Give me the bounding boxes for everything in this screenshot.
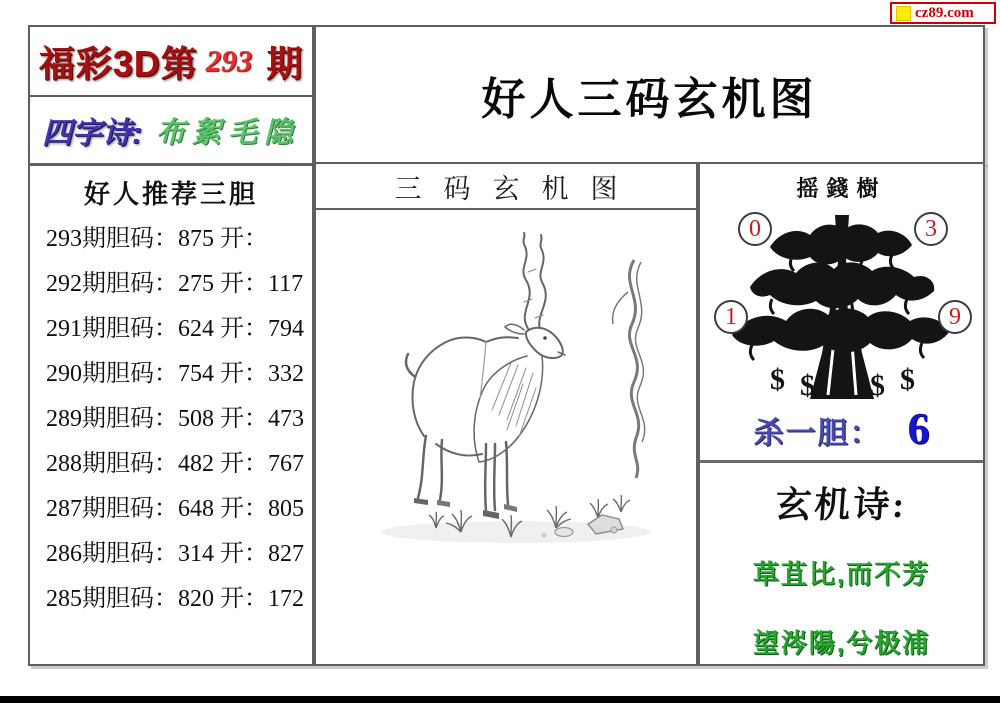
issue-title-row	[30, 27, 312, 97]
recommendation-row: 289期胆码：508 开：473	[46, 406, 304, 432]
issue-number: 293	[205, 43, 253, 78]
tree-number-0: 0	[738, 212, 772, 246]
brand-text: 福彩3D	[38, 42, 161, 84]
svg-text:$: $	[799, 369, 815, 402]
tree-number-3: 3	[914, 212, 948, 246]
mystery-poem-line: 草苴比,而不芳	[752, 559, 931, 589]
goat-sketch-image	[366, 232, 671, 562]
picture-panel-title: 三码玄机图	[394, 173, 640, 204]
kill-one-value: 6	[907, 404, 930, 453]
main-title-box	[314, 25, 985, 164]
site-badge-link[interactable]	[890, 2, 996, 24]
recommendation-row: 286期胆码：314 开：827	[46, 541, 304, 567]
recommendation-row: 287期胆码：648 开：805	[46, 496, 304, 522]
recommendation-row: 293期胆码：875 开：	[46, 226, 268, 252]
left-panel	[28, 25, 314, 666]
mystery-poem-title: 玄机诗:	[773, 485, 909, 525]
sketch-area	[316, 210, 696, 668]
issue-prefix: 第	[160, 42, 198, 84]
right-panel	[698, 162, 985, 666]
picture-panel-header	[316, 164, 696, 210]
issue-suffix: 期	[266, 42, 304, 84]
goat-figure	[406, 233, 565, 519]
recommendation-row: 290期胆码：754 开：332	[46, 361, 304, 387]
recommendation-row: 288期胆码：482 开：767	[46, 451, 304, 477]
mystery-poem-line: 望涔陽,兮极浦	[752, 628, 931, 658]
svg-text:$: $	[785, 321, 795, 341]
tree-number-1: 1	[714, 300, 748, 334]
recommendation-row: 285期胆码：820 开：172	[46, 586, 304, 612]
recommendation-row: 291期胆码：624 开：794	[46, 316, 304, 342]
four-char-poem: 布絮毛隐	[155, 116, 300, 149]
vine-sketch	[613, 260, 645, 478]
recommend-title: 好人推荐三胆	[83, 179, 258, 209]
svg-text:$: $	[885, 321, 895, 341]
money-tree-section	[700, 164, 983, 463]
four-char-poem-row	[30, 97, 312, 166]
svg-text:$: $	[869, 369, 885, 402]
recommend-list	[30, 217, 312, 622]
svg-text:$: $	[899, 363, 915, 396]
tree-number-9: 9	[938, 300, 972, 334]
four-char-label: 四字诗:	[41, 117, 142, 150]
mystery-poem-section	[700, 477, 983, 660]
yellow-square-icon	[896, 6, 911, 21]
page-title: 好人三码玄机图	[481, 74, 818, 124]
site-badge-text: cz89.com	[915, 4, 974, 21]
bottom-divider-bar	[0, 696, 1000, 703]
kill-one-row	[700, 403, 983, 454]
recommendation-row: 292期胆码：275 开：117	[46, 271, 304, 297]
kill-one-label: 杀一胆：	[753, 417, 882, 450]
money-tree-title: 摇錢樹	[796, 176, 887, 201]
svg-text:$: $	[769, 363, 785, 396]
picture-panel	[314, 162, 698, 666]
